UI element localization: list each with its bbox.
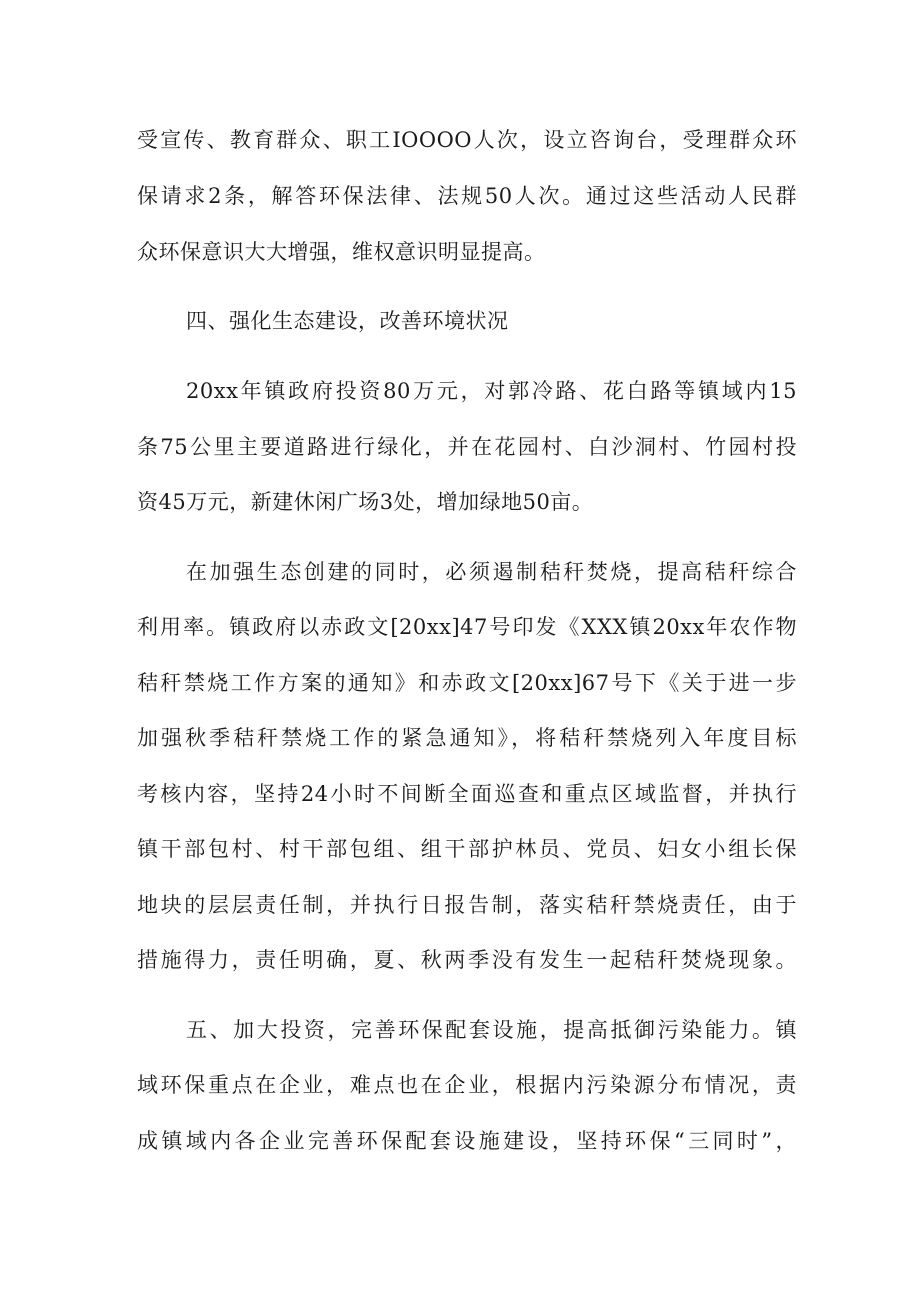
paragraph-3-line-2: 条75公里主要道路进行绿化，并在花园村、白沙洞村、竹园村投 xyxy=(137,435,797,459)
paragraph-4-line-3: 秸秆禁烧工作方案的通知》和赤政文[20xx]67号下《关于进一步 xyxy=(137,671,797,695)
paragraph-4-line-2: 利用率。镇政府以赤政文[20xx]47号印发《XXX镇20xx年农作物 xyxy=(137,615,797,639)
paragraph-4-line-6: 镇干部包村、村干部包组、组干部护林员、党员、妇女小组长保 xyxy=(137,837,797,861)
paragraph-3-line-1: 20xx年镇政府投资80万元，对郭冷路、花白路等镇域内15 xyxy=(186,379,797,403)
paragraph-4-line-1: 在加强生态创建的同时，必须遏制秸秆焚烧，提高秸秆综合 xyxy=(186,560,797,584)
section-heading-4: 四、强化生态建设，改善环境状况 xyxy=(186,309,509,333)
paragraph-5-line-2: 域环保重点在企业，难点也在企业，根据内污染源分布情况，责 xyxy=(137,1073,797,1097)
paragraph-1-line-3: 众环保意识大大增强，维权意识明显提高。 xyxy=(137,240,546,264)
paragraph-5-line-1: 五、加大投资，完善环保配套设施，提高抵御污染能力。镇 xyxy=(186,1018,797,1042)
paragraph-4-line-7: 地块的层层责任制，并执行日报告制，落实秸秆禁烧责任，由于 xyxy=(137,893,797,917)
paragraph-5-line-3: 成镇域内各企业完善环保配套设施建设，坚持环保“三同时”， xyxy=(137,1129,797,1153)
paragraph-4-line-5: 考核内容，坚持24小时不间断全面巡查和重点区域监督，并执行 xyxy=(137,782,797,806)
paragraph-1-line-1: 受宣传、教育群众、职工IOOOO人次，设立咨询台，受理群众环 xyxy=(137,128,797,152)
paragraph-1-line-2: 保请求2条，解答环保法律、法规50人次。通过这些活动人民群 xyxy=(137,184,797,208)
paragraph-4-line-4: 加强秋季秸秆禁烧工作的紧急通知》，将秸秆禁烧列入年度目标 xyxy=(137,726,797,750)
paragraph-3-line-3: 资45万元，新建休闲广场3处，增加绿地50亩。 xyxy=(137,490,594,514)
paragraph-4-line-8: 措施得力，责任明确，夏、秋两季没有发生一起秸秆焚烧现象。 xyxy=(137,948,797,972)
